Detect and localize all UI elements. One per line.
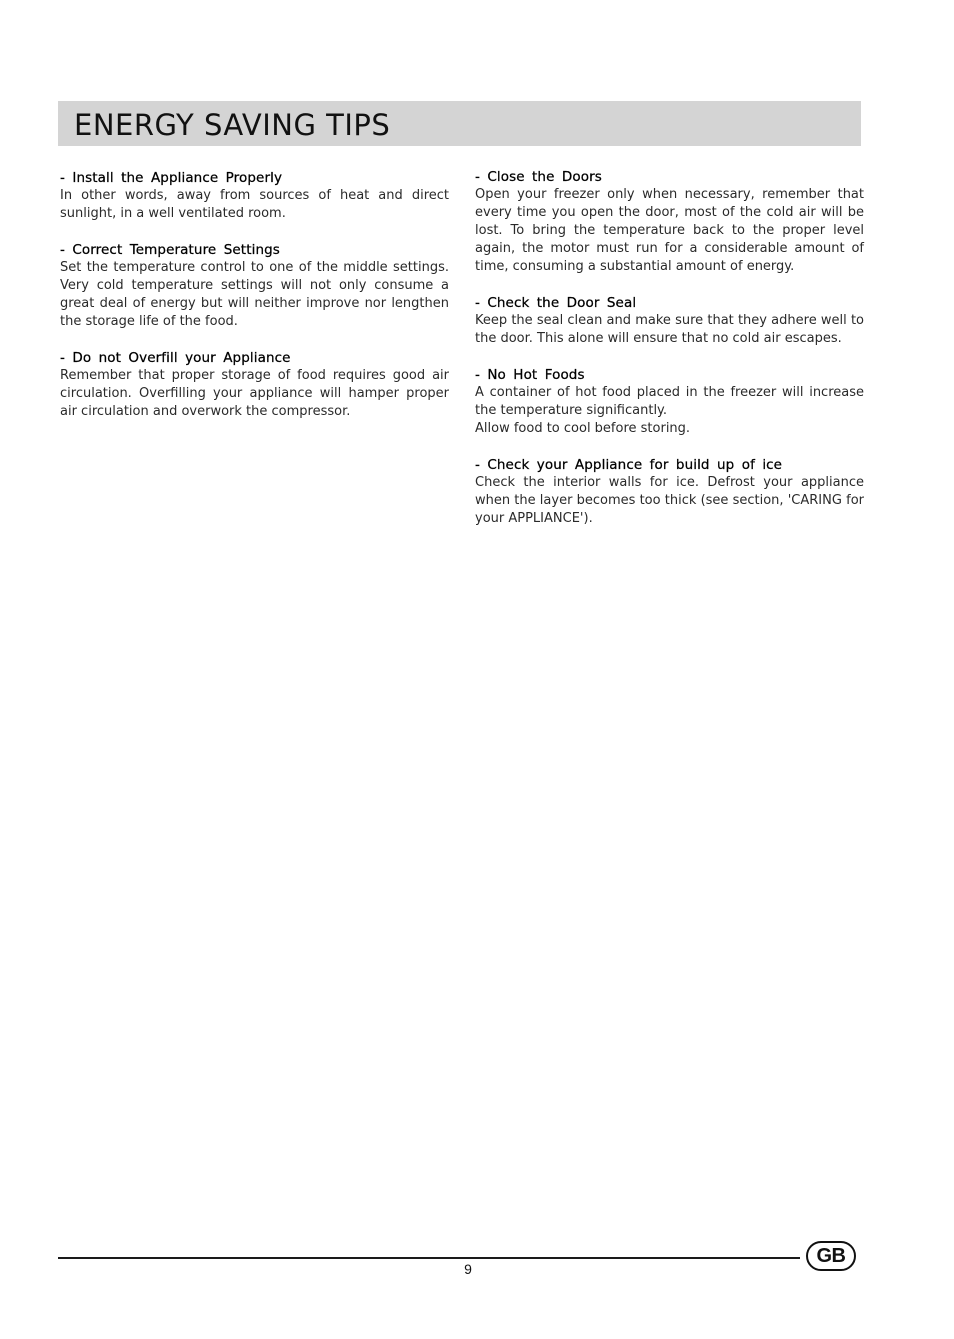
tip-install-appliance	[60, 169, 449, 223]
left-column	[60, 169, 449, 439]
tip-heading: - Do not Overfill your Appliance	[60, 350, 291, 366]
tip-do-not-overfill	[60, 349, 449, 421]
right-column	[475, 168, 864, 546]
tip-body: A container of hot food placed in the freezer will increase the temperature significantly.	[475, 385, 864, 418]
tip-heading: - Check your Appliance for build up of ice	[475, 457, 783, 473]
tip-heading: - Check the Door Seal	[475, 295, 637, 311]
tip-body: Open your freezer only when necessary, remember that every time you open the door, most of the cold air will be lost. To bring the temperature back to the proper level again, the motor must run for a considerable amount of time, consuming a substantial amount of energy.	[475, 187, 864, 274]
tip-temperature-settings	[60, 241, 449, 331]
page-number: 9	[464, 1261, 472, 1277]
tip-heading: - Install the Appliance Properly	[60, 170, 283, 186]
tip-body-extra: Allow food to cool before storing.	[475, 421, 691, 436]
tip-no-hot-foods	[475, 366, 864, 438]
tip-heading: - Correct Temperature Settings	[60, 242, 280, 258]
language-badge: GB	[806, 1241, 856, 1271]
title-bar	[58, 101, 861, 146]
tip-heading: - Close the Doors	[475, 169, 602, 185]
footer-rule	[58, 1257, 800, 1259]
tip-heading: - No Hot Foods	[475, 367, 585, 383]
tip-ice-build-up	[475, 456, 864, 528]
tip-body: Remember that proper storage of food requires good air circulation. Overfilling your appliance will hamper proper air circulation and overwork the compressor.	[60, 368, 449, 419]
tip-close-doors	[475, 168, 864, 276]
tip-body: Check the interior walls for ice. Defrost your appliance when the layer becomes too thick (see section, 'CARING for your APPLIANCE').	[475, 475, 864, 526]
tip-door-seal	[475, 294, 864, 348]
tip-body: Set the temperature control to one of the middle settings. Very cold temperature settings will not only consume a great deal of energy but will neither improve nor lengthen the storage life of the food.	[60, 260, 449, 329]
page-title: ENERGY SAVING TIPS	[74, 108, 391, 142]
tip-body: Keep the seal clean and make sure that they adhere well to the door. This alone will ensure that no cold air escapes.	[475, 313, 864, 346]
tip-body: In other words, away from sources of heat and direct sunlight, in a well ventilated room.	[60, 188, 449, 221]
